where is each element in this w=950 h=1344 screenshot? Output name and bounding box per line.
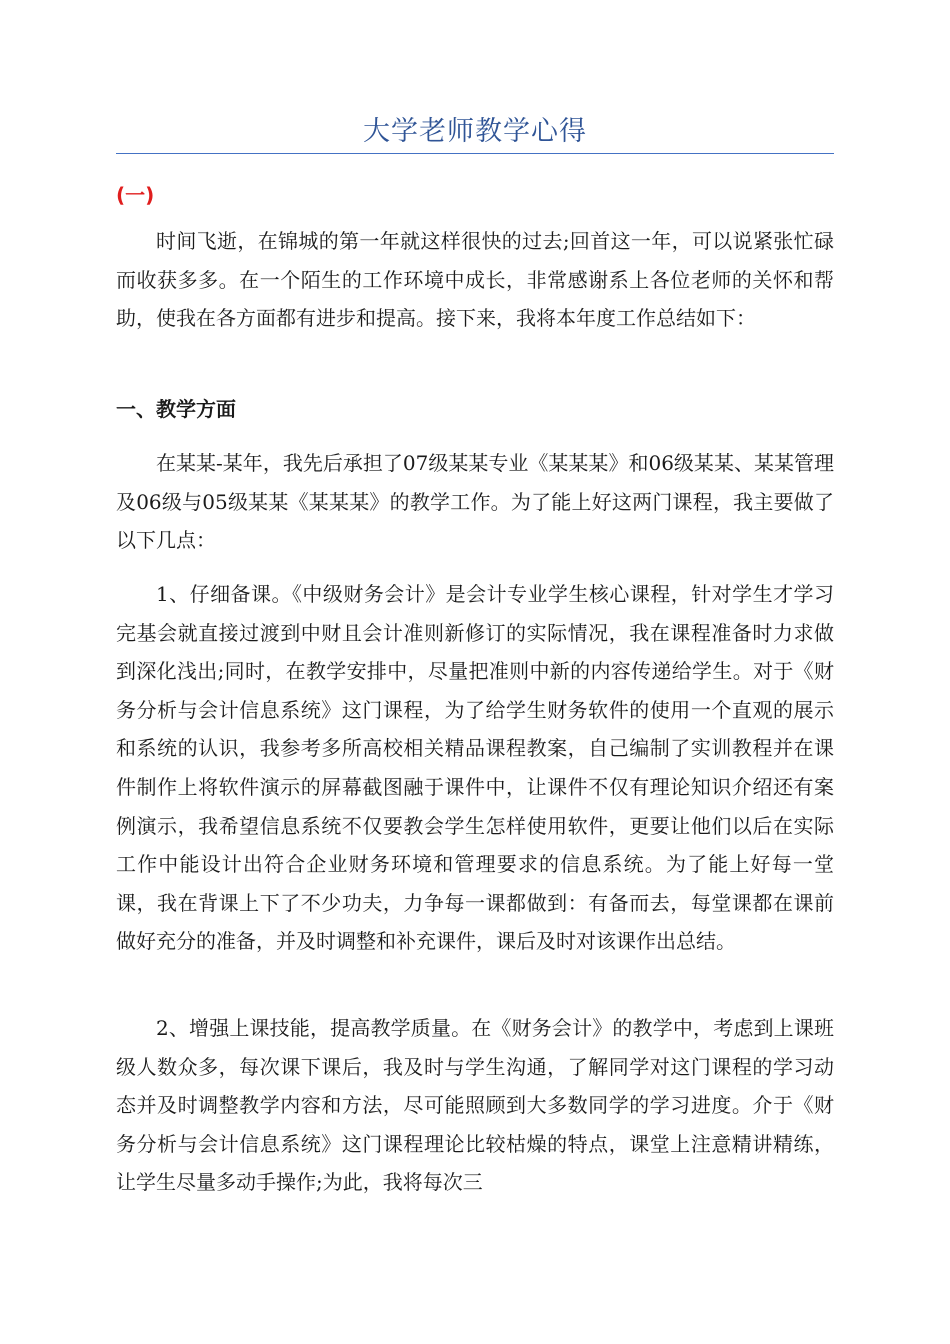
section-label: (一) xyxy=(116,183,155,207)
document-title: 大学老师教学心得 xyxy=(363,116,587,147)
paragraph-courses: 在某某-某年，我先后承担了07级某某专业《某某某》和06级某某、某某管理及06级与05级某某《某某某》的教学工作。为了能上好这两门课程，我主要做了以下几点： xyxy=(116,451,834,553)
intro-paragraph: 时间飞逝，在锦城的第一年就这样很快的过去;回首这一年，可以说紧张忙碌而收获多多。在一个陌生的工作环境中成长，非常感谢系上各位老师的关怀和帮助，使我在各方面都有进步和提高。接下来，我将本年度工作总结如下： xyxy=(116,229,834,331)
paragraph-preparation: 1、仔细备课。《中级财务会计》是会计专业学生核心课程，针对学生才学习完基会就直接过渡到中财且会计准则新修订的实际情况，我在课程准备时力求做到深化浅出;同时，在教学安排中，尽量把准则中新的内容传递给学生。对于《财务分析与会计信息系统》这门课程，为了给学生财务软件的使用一个直观的展示和系统的认识，我参考多所高校相关精品课程教案，自己编制了实训教程并在课件制作上将软件演示的屏幕截图融于课件中，让课件不仅有理论知识介绍还有案例演示，我希望信息系统不仅要教会学生怎样使用软件，更要让他们以后在实际工作中能设计出符合企业财务环境和管理要求的信息系统。为了能上好每一堂课，我在背课上下了不少功夫，力争每一课都做到：有备而去，每堂课都在课前做好充分的准备，并及时调整和补充课件，课后及时对该课作出总结。 xyxy=(116,582,834,954)
title-divider xyxy=(116,153,834,154)
section-heading-teaching: 一、教学方面 xyxy=(116,397,236,421)
document-page xyxy=(116,0,834,1344)
paragraph-teaching-skills: 2、增强上课技能，提高教学质量。在《财务会计》的教学中，考虑到上课班级人数众多，每次课下课后，我及时与学生沟通，了解同学对这门课程的学习动态并及时调整教学内容和方法，尽可能照顾到大多数同学的学习进度。介于《财务分析与会计信息系统》这门课程理论比较枯燥的特点，课堂上注意精讲精练，让学生尽量多动手操作;为此，我将每次三 xyxy=(116,1016,834,1195)
